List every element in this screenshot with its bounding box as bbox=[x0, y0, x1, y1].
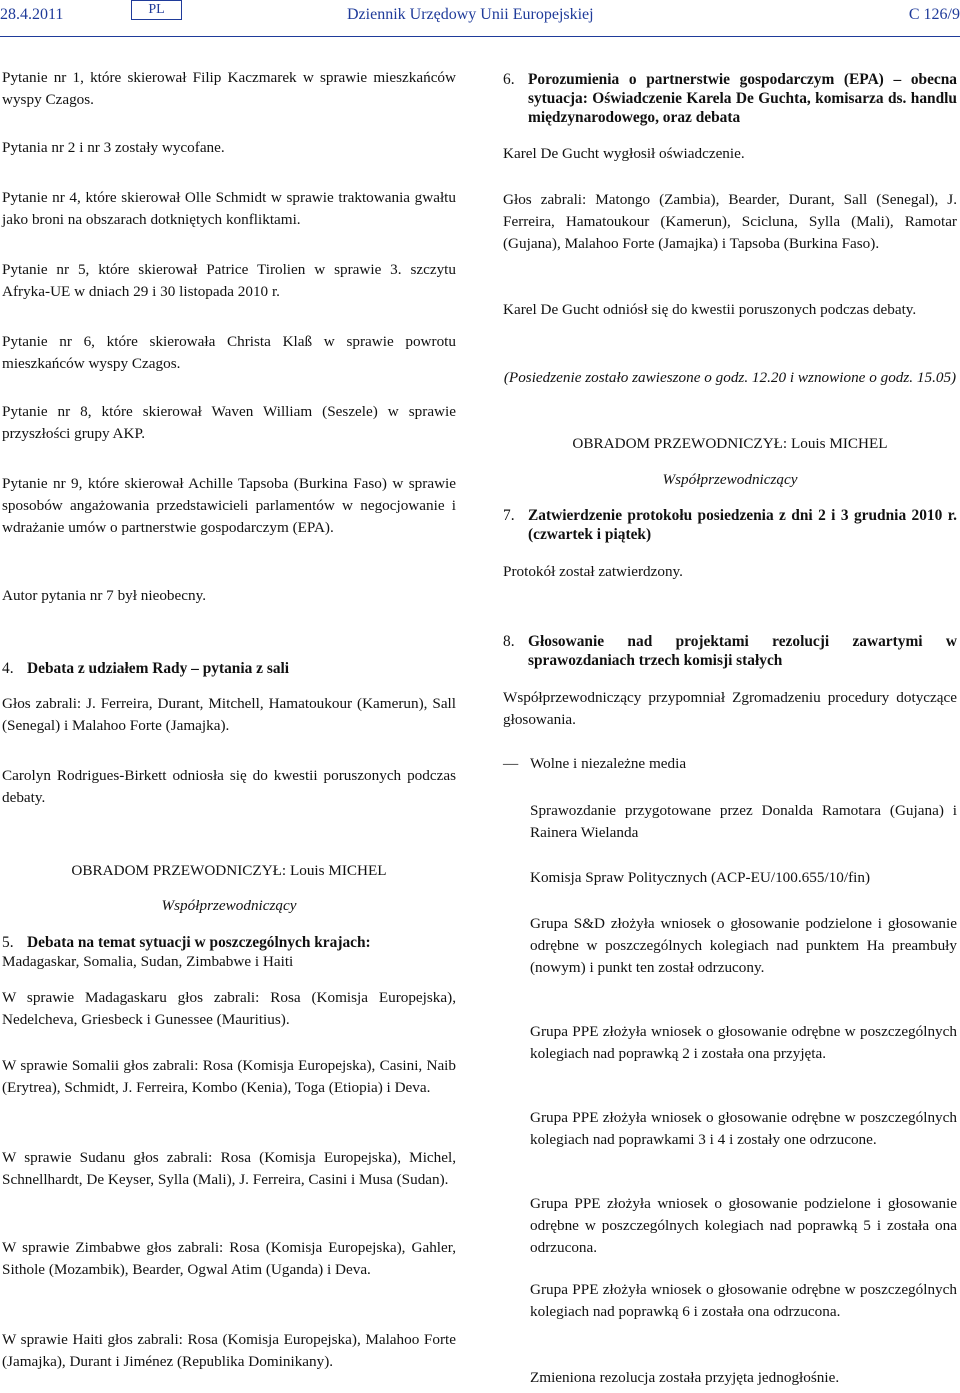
sudan-speakers: W sprawie Sudanu głos zabrali: Rosa (Komisja Europejska), Michel, Schnellhardt, De Keyser, Sylla (Mali), J. Ferreira, Casini i Musa (Sudan). bbox=[2, 1149, 456, 1188]
chair-role-right: Współprzewodniczący bbox=[662, 471, 798, 488]
section-title: Zatwierdzenie protokołu posiedzenia z dni 2 i 3 grudnia 2010 r. (czwartek i piątek) bbox=[528, 507, 957, 543]
section-number: 7. bbox=[503, 507, 515, 524]
question-7-note: Autor pytania nr 7 był nieobecny. bbox=[2, 587, 206, 604]
section-8-heading bbox=[503, 632, 957, 670]
vote-request-ppe-amendment-6: Grupa PPE złożyła wniosek o głosowanie odrębne w poszczególnych kolegiach nad poprawką 6 i została ona odrzucona. bbox=[530, 1281, 957, 1320]
question-1: Pytanie nr 1, które skierował Filip Kaczmarek w sprawie mieszkańców wyspy Czagos. bbox=[2, 69, 456, 108]
page-reference: C 126/9 bbox=[908, 6, 960, 23]
voting-procedure-reminder: Współprzewodniczący przypomniał Zgromadzeniu procedury dotyczące głosowania. bbox=[503, 689, 957, 728]
chair-role-left: Współprzewodniczący bbox=[161, 897, 297, 914]
language-box: PL bbox=[131, 0, 182, 20]
report-authors: Sprawozdanie przygotowane przez Donalda Ramotara (Gujana) i Rainera Wielanda bbox=[530, 802, 957, 841]
journal-title: Dziennik Urzędowy Unii Europejskiej bbox=[347, 6, 594, 23]
section-title: Głosowanie nad projektami rezolucji zawartymi w sprawozdaniach trzech komisji stałych bbox=[528, 633, 957, 669]
section-7-heading bbox=[503, 506, 957, 544]
section-4-heading bbox=[2, 659, 456, 678]
agenda-item-title: Wolne i niezależne media bbox=[530, 755, 687, 772]
section-6-response: Karel De Gucht odniósł się do kwestii poruszonych podczas debaty. bbox=[503, 301, 917, 318]
chair-notice-right: OBRADOM PRZEWODNICZYŁ: Louis MICHEL bbox=[572, 435, 888, 452]
section-6-heading bbox=[503, 70, 957, 127]
agenda-item bbox=[503, 753, 957, 775]
section-title: Debata z udziałem Rady – pytania z sali bbox=[27, 660, 290, 677]
minutes-approved: Protokół został zatwierdzony. bbox=[503, 563, 683, 580]
section-5-subtitle: Madagaskar, Somalia, Sudan, Zimbabwe i Haiti bbox=[2, 953, 294, 970]
question-5: Pytanie nr 5, które skierował Patrice Tirolien w sprawie 3. szczytu Afryka-UE w dniach 29 i 30 listopada 2010 r. bbox=[2, 261, 456, 300]
section-number: 8. bbox=[503, 633, 515, 650]
haiti-speakers: W sprawie Haiti głos zabrali: Rosa (Komisja Europejska), Malahoo Forte (Jamajka), Durant i Jiménez (Republika Dominikany). bbox=[2, 1331, 456, 1370]
page-header bbox=[0, 0, 960, 36]
header-rule bbox=[0, 36, 960, 37]
session-suspension-note: (Posiedzenie zostało zawieszone o godz. 12.20 i wznowione o godz. 15.05) bbox=[503, 369, 957, 386]
section-4-response: Carolyn Rodrigues-Birkett odniosła się do kwestii poruszonych podczas debaty. bbox=[2, 767, 456, 806]
section-title: Debata na temat sytuacji w poszczególnych krajach: bbox=[27, 934, 371, 951]
section-number: 4. bbox=[2, 660, 14, 677]
question-9: Pytanie nr 9, które skierował Achille Tapsoba (Burkina Faso) w sprawie sposobów angażowania przedstawicieli parlamentów w negocjowanie i wdrażanie umów o partnerstwie gospodarczym (EPA). bbox=[2, 475, 456, 536]
section-5-heading bbox=[2, 933, 456, 952]
vote-request-ppe-amendment-2: Grupa PPE złożyła wniosek o głosowanie odrębne w poszczególnych kolegiach nad poprawką 2 i została ona przyjęta. bbox=[530, 1023, 957, 1062]
section-number: 5. bbox=[2, 934, 14, 951]
section-4-speakers: Głos zabrali: J. Ferreira, Durant, Mitchell, Hamatoukour (Kamerun), Sall (Senegal) i Malahoo Forte (Jamajka). bbox=[2, 695, 456, 734]
section-6-statement: Karel De Gucht wygłosił oświadczenie. bbox=[503, 145, 745, 162]
resolution-adopted: Zmieniona rezolucja została przyjęta jednogłośnie. bbox=[530, 1369, 840, 1386]
section-number: 6. bbox=[503, 71, 515, 88]
section-title: Porozumienia o partnerstwie gospodarczym (EPA) – obecna sytuacja: Oświadczenie Karela De Guchta, komisarza ds. handlu międzynarodowego, oraz debata bbox=[528, 71, 957, 126]
vote-request-sd: Grupa S&D złożyła wniosek o głosowanie podzielone i głosowanie odrębne w poszczególnych kolegiach nad punktem Ha preambuły (nowym) i punkt ten został odrzucony. bbox=[530, 915, 957, 976]
vote-request-ppe-amendments-3-4: Grupa PPE złożyła wniosek o głosowanie odrębne w poszczególnych kolegiach nad poprawkami 3 i 4 i zostały one odrzucone. bbox=[530, 1109, 957, 1148]
question-4: Pytanie nr 4, które skierował Olle Schmidt w sprawie traktowania gwałtu jako broni na obszarach dotkniętych konfliktami. bbox=[2, 189, 456, 228]
vote-request-ppe-amendment-5: Grupa PPE złożyła wniosek o głosowanie podzielone i głosowanie odrębne w poszczególnych kolegiach nad poprawką 5 i została ona odrzucona. bbox=[530, 1195, 957, 1256]
somalia-speakers: W sprawie Somalii głos zabrali: Rosa (Komisja Europejska), Casini, Naib (Erytrea), Schmidt, J. Ferreira, Kombo (Kenia), Toga (Etiopia) i Deva. bbox=[2, 1057, 456, 1096]
header-date: 28.4.2011 bbox=[0, 6, 64, 23]
chair-notice-left: OBRADOM PRZEWODNICZYŁ: Louis MICHEL bbox=[71, 862, 387, 879]
zimbabwe-speakers: W sprawie Zimbabwe głos zabrali: Rosa (Komisja Europejska), Gahler, Sithole (Mozambik), Bearder, Ogwal Atim (Uganda) i Deva. bbox=[2, 1239, 456, 1278]
questions-2-3: Pytania nr 2 i nr 3 zostały wycofane. bbox=[2, 139, 225, 156]
question-6: Pytanie nr 6, które skierowała Christa Klaß w sprawie powrotu mieszkańców wyspy Czagos. bbox=[2, 333, 456, 372]
committee-reference: Komisja Spraw Politycznych (ACP-EU/100.655/10/fin) bbox=[530, 869, 870, 886]
dash-marker: — bbox=[503, 755, 519, 772]
section-6-speakers: Głos zabrali: Matongo (Zambia), Bearder, Durant, Sall (Senegal), J. Ferreira, Hamatoukour (Kamerun), Scicluna, Sylla (Mali), Ramotar (Gujana), Malahoo Forte (Jamajka) i Tapsoba (Burkina Faso). bbox=[503, 191, 957, 252]
question-8: Pytanie nr 8, które skierował Waven William (Seszele) w sprawie przyszłości grupy AKP. bbox=[2, 403, 456, 442]
madagascar-speakers: W sprawie Madagaskaru głos zabrali: Rosa (Komisja Europejska), Nedelcheva, Griesbeck i Gunessee (Mauritius). bbox=[2, 989, 456, 1028]
